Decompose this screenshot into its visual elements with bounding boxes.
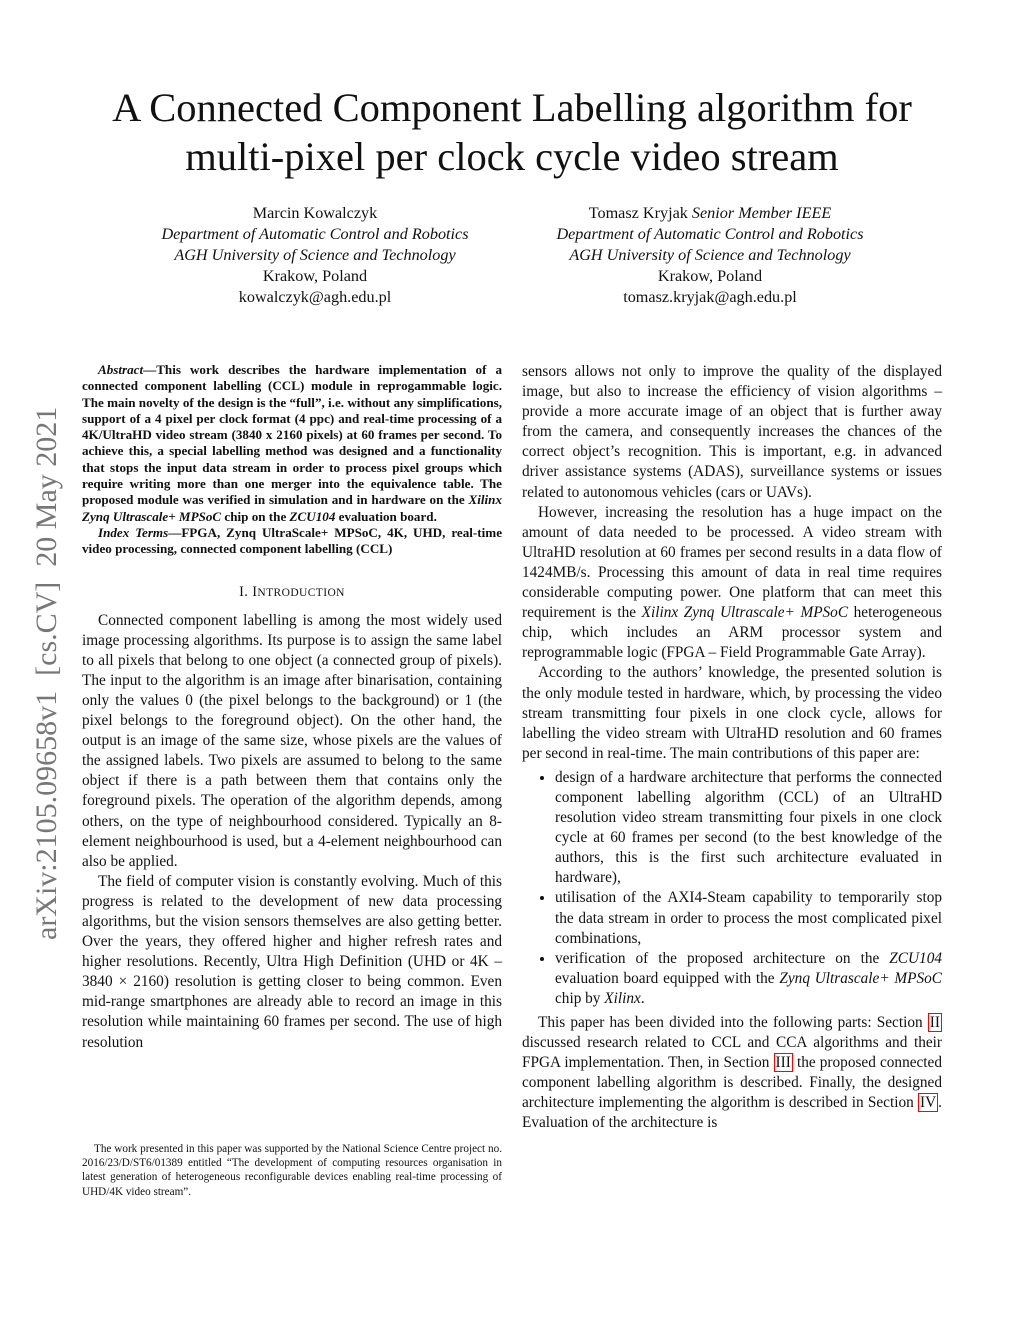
- author-name: Tomasz Kryjak Senior Member IEEE: [588, 204, 832, 222]
- right-paragraph-1: sensors allows not only to improve the quality of the displayed image, but also to increase the efficiency of vision algorithms – provide a more accurate image of an object that is further away from the camera, and consequently increases the chances of the correct object’s recognition. This is important, e.g. in advanced driver assistance systems (ADAS), surveillance systems or issues related to autonomous vehicles (cars or UAVs).: [522, 363, 942, 501]
- author-department: Department of Automatic Control and Robotics: [556, 225, 864, 243]
- paper-title: A Connected Component Labelling algorithm for multi-pixel per clock cycle video stream: [112, 85, 912, 179]
- section-ref-link[interactable]: IV: [920, 1094, 937, 1112]
- right-paragraph-3: According to the authors’ knowledge, the presented solution is the only module tested in hardware, which, by processing the video stream transmitting four pixels in one clock cycle, allows for labelling the video stream with UltraHD resolution and 60 frames per second in real-time. The main contributions of this paper are:: [522, 664, 942, 762]
- arxiv-stamp-graphic: [18, 335, 68, 945]
- right-column: [522, 362, 942, 1134]
- author-email: tomasz.kryjak@agh.edu.pl: [623, 288, 797, 306]
- author-university: AGH University of Science and Technology: [174, 246, 456, 264]
- section-ref-link[interactable]: II: [929, 1014, 940, 1031]
- author-university: AGH University of Science and Technology: [569, 246, 851, 264]
- arxiv-stamp-text: arXiv:2105.09658v1 [cs.CV] 20 May 2021: [30, 406, 63, 940]
- abstract: Abstract—This work describes the hardware implementation of a connected component labelling (CCL) module in reprogammable logic. The main novelty of the design is the “full”, i.e. without any simplifications, support of a 4 pixel per clock format (4 ppc) and real-time processing of a 4K/UltraHD video stream (3840 x 2160 pixels) at 60 frames per second. To achieve this, a special labelling method was designed and a functionality that stops the input data stream in order to process pixel groups which require writing more than one merger into the equivalence table. The proposed module was verified in simulation and in hardware on the Xilinx Zynq Ultrascale+ MPSoC chip on the ZCU104 evaluation board.: [82, 362, 502, 524]
- intro-paragraph-1: Connected component labelling is among the most widely used image processing algorithms. Its purpose is to assign the same label to all pixels that belong to one object (a connected group of pixels). The input to the algorithm is an image after binarisation, containing only the values 0 (the pixel belongs to the background) or 1 (the pixel belongs to the foreground object). On the other hand, the output is an image of the same size, whose pixels are the values of the assigned labels. Two pixels are assumed to belong to the same object if there is a path between them that contains only the foreground pixels. The operation of the algorithm depends, among others, on the type of neighbourhood considered. Typically an 8-element neighbourhood is used, but a 4-element neighbourhood can also be applied.: [82, 611, 502, 870]
- list-item: • verification of the proposed architecture on the ZCU104 evaluation board equipped with the Zynq Ultrascale+ MPSoC chip by Xilinx.: [555, 949, 942, 1009]
- author-email: kowalczyk@agh.edu.pl: [238, 288, 392, 306]
- author-block-2: [515, 203, 905, 308]
- abstract-label: Abstract: [98, 362, 144, 377]
- author-department: Department of Automatic Control and Robotics: [161, 225, 469, 243]
- author-block-1: [120, 203, 510, 308]
- list-item: • design of a hardware architecture that performs the connected component labelling algorithm (CCL) of an UltraHD resolution video stream transmitting four pixels in one clock cycle at 60 frames per second (to the best knowledge of the authors, this is the first such architecture evaluated in hardware),: [555, 768, 942, 889]
- right-paragraph-2: However, increasing the resolution has a huge impact on the amount of data needed to be processed. A video stream with UltraHD resolution at 60 frames per second results in a data flow of 1424MB/s. Processing this amount of data in real time requires considerable computing power. One platform that can meet this requirement is the Xilinx Zynq Ultrascale+ MPSoC heterogeneous chip, which includes an ARM processor system and reprogrammable logic (FPGA – Field Programmable Gate Array).: [522, 503, 942, 662]
- footnote: The work presented in this paper was supported by the National Science Centre project no. 2016/23/D/ST6/01389 entitled “The development of computing resources organisation in latest generation of heterogeneous reconfigurable devices enabling real-time processing of UHD/4K video stream”.: [82, 1143, 502, 1198]
- author-location: Krakow, Poland: [657, 267, 763, 285]
- intro-paragraph-2: The field of computer vision is constantly evolving. Much of this progress is related to the development of new data processing algorithms, but the vision sensors themselves are also getting better. Over the years, they offered higher and higher refresh rates and higher resolutions. Recently, Ultra High Definition (UHD or 4K – 3840 × 2160) resolution is getting closer to being common. Even mid-range smartphones are already able to record an image in this resolution while maintaining 60 frames per second. The use of high resolution: [82, 872, 502, 1051]
- section-ref-link[interactable]: III: [775, 1054, 791, 1072]
- index-terms-label: Index Terms: [98, 524, 169, 540]
- right-paragraph-4: This paper has been divided into the following parts: Section II discussed research related to CCL and CCA algorithms and their FPGA implementation. Then, in Section III the proposed connected component labelling algorithm is described. Finally, the designed architecture implementing the algorithm is described in Section IV . Evaluation of the architecture is: [522, 1014, 942, 1132]
- contributions-list: [522, 768, 942, 1009]
- author-location: Krakow, Poland: [262, 267, 368, 285]
- section-heading-introduction: I. INTRODUCTION: [239, 583, 345, 600]
- arxiv-side-stamp: [18, 335, 68, 945]
- author-name: Marcin Kowalczyk: [252, 204, 378, 222]
- author-member-note: Senior Member IEEE: [691, 204, 832, 222]
- left-column: [82, 362, 502, 1053]
- index-terms: Index Terms—FPGA, Zynq UltraScale+ MPSoC, 4K, UHD, real-time video processing, connected component labelling (CCL): [82, 524, 503, 557]
- list-item: • utilisation of the AXI4-Steam capability to temporarily stop the data stream in order to process the most complicated pixel combinations,: [555, 888, 942, 948]
